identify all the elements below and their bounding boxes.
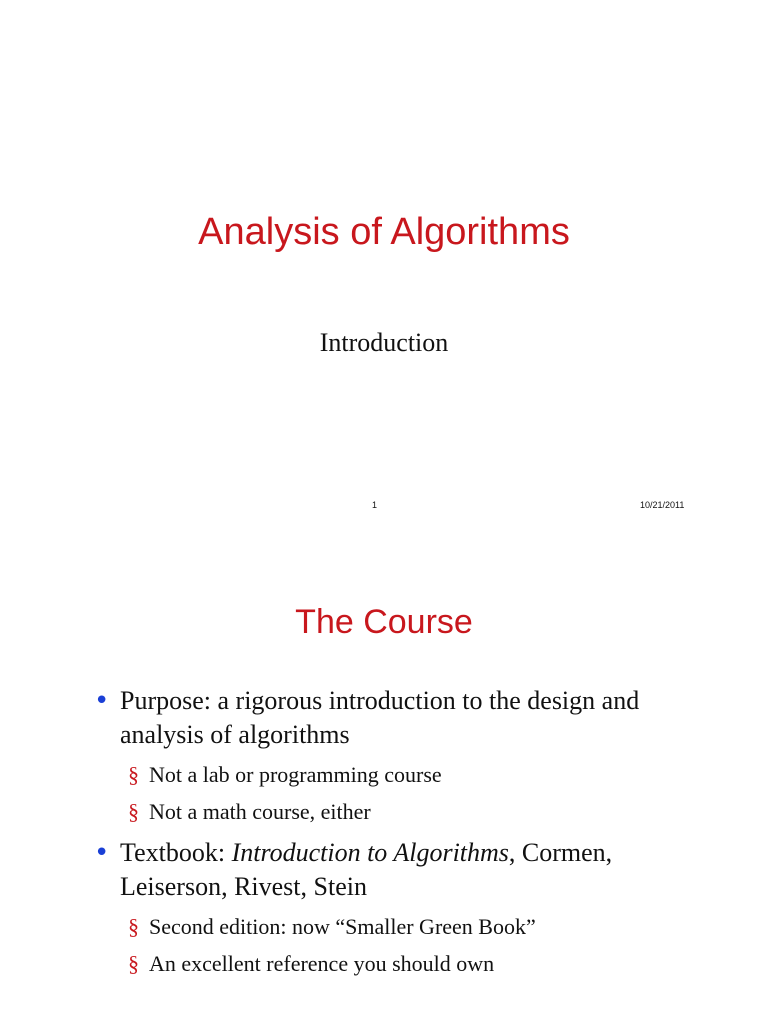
section-sign-icon: § [128,762,139,787]
section-sign-icon: § [128,799,139,824]
bullet-text: Purpose: a rigorous introduction to the design and analysis of algorithms [120,686,640,749]
slide-subtitle: Introduction [319,328,449,357]
bullet-icon: • [94,686,110,716]
sub-bullet-list [94,756,694,830]
slide-title: Analysis of Algorithms [198,211,570,253]
bullet-purpose [94,684,694,752]
bullet-list [94,684,694,988]
slide-2 [0,540,768,1024]
sub-bullet [128,756,694,793]
sub-bullet [128,908,694,945]
sub-bullet [128,793,694,830]
slide-title: The Course [295,603,473,641]
bullet-textbook [94,836,694,904]
section-sign-icon: § [128,951,139,976]
bullet-prefix: Textbook: [120,838,232,867]
sub-bullet-text: Not a math course, either [149,799,371,824]
sub-bullet-list [94,908,694,982]
bullet-icon: • [94,838,110,868]
slide-date: 10/21/2011 [640,500,685,510]
book-title: Introduction to Algorithms [231,838,509,867]
page-number: 1 [372,500,378,510]
section-sign-icon: § [128,914,139,939]
bullet-suffix: , Cormen, Leiserson, Rivest, Stein [120,838,613,901]
sub-bullet-text: Not a lab or programming course [149,762,442,787]
sub-bullet-text: An excellent reference you should own [149,951,495,976]
sub-bullet [128,945,694,982]
sub-bullet-text: Second edition: now “Smaller Green Book” [149,914,536,939]
